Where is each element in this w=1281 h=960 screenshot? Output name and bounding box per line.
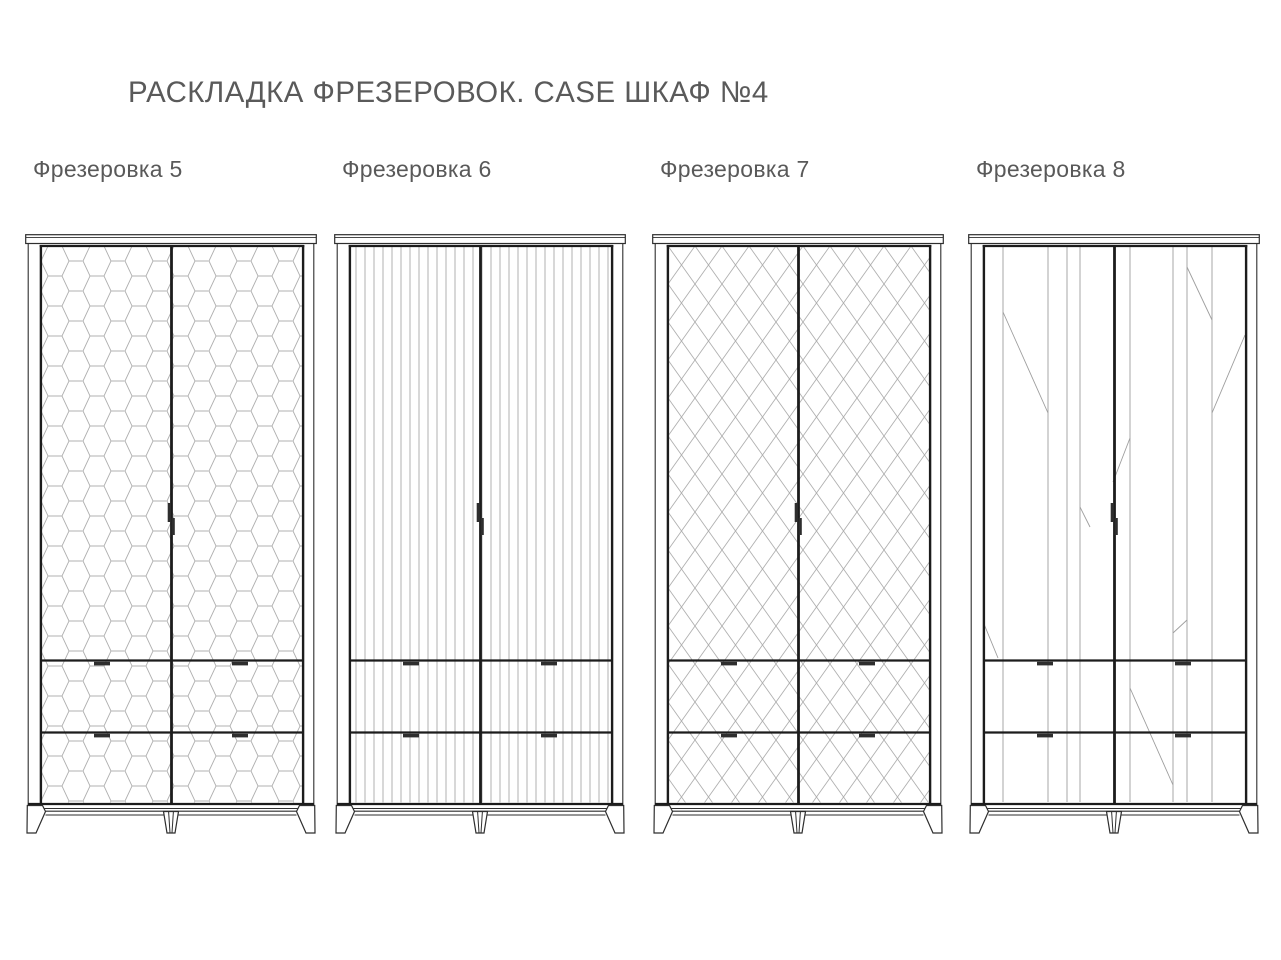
top-slab: [26, 235, 317, 244]
wardrobe-2-drawing: [334, 234, 626, 834]
drawer-handle: [1175, 734, 1191, 738]
drawer-handle: [403, 734, 419, 738]
drawer-handle: [859, 662, 875, 666]
drawer-handle: [1037, 662, 1053, 666]
center-leg: [1107, 812, 1122, 834]
left-leg: [336, 806, 355, 834]
drawer-handle: [403, 662, 419, 666]
center-leg: [791, 812, 806, 834]
right-door-handle: [172, 518, 175, 535]
left-leg: [970, 806, 989, 834]
center-leg: [473, 812, 488, 834]
wardrobe-1-drawing: [25, 234, 317, 834]
wardrobe-label-4: Фрезеровка 8: [976, 156, 1126, 182]
drawer-handle: [94, 662, 110, 666]
left-door-handle: [795, 503, 798, 522]
top-slab: [969, 235, 1260, 244]
center-leg: [164, 812, 179, 834]
wardrobe-3-drawing: [652, 234, 944, 834]
left-door-handle: [477, 503, 480, 522]
left-leg: [27, 806, 46, 834]
wardrobe-label-3: Фрезеровка 7: [660, 156, 810, 182]
drawer-handle: [859, 734, 875, 738]
right-leg: [297, 806, 316, 834]
drawer-handle: [232, 662, 248, 666]
top-slab: [335, 235, 626, 244]
drawer-handle: [721, 734, 737, 738]
right-door-handle: [799, 518, 802, 535]
drawer-handle: [721, 662, 737, 666]
right-leg: [924, 806, 943, 834]
right-door-handle: [481, 518, 484, 535]
right-door-handle: [1115, 518, 1118, 535]
left-leg: [654, 806, 673, 834]
left-door-handle: [1111, 503, 1114, 522]
right-leg: [1240, 806, 1259, 834]
wardrobe-label-1: Фрезеровка 5: [33, 156, 183, 182]
wardrobe-4-drawing: [968, 234, 1260, 834]
left-door-handle: [168, 503, 171, 522]
wardrobe-label-2: Фрезеровка 6: [342, 156, 492, 182]
drawer-handle: [1175, 662, 1191, 666]
drawer-handle: [1037, 734, 1053, 738]
drawer-handle: [94, 734, 110, 738]
page-title: РАСКЛАДКА ФРЕЗЕРОВОК. CASE ШКАФ №4: [128, 76, 769, 109]
drawer-handle: [541, 662, 557, 666]
top-slab: [653, 235, 944, 244]
drawer-handle: [232, 734, 248, 738]
drawer-handle: [541, 734, 557, 738]
right-leg: [606, 806, 625, 834]
